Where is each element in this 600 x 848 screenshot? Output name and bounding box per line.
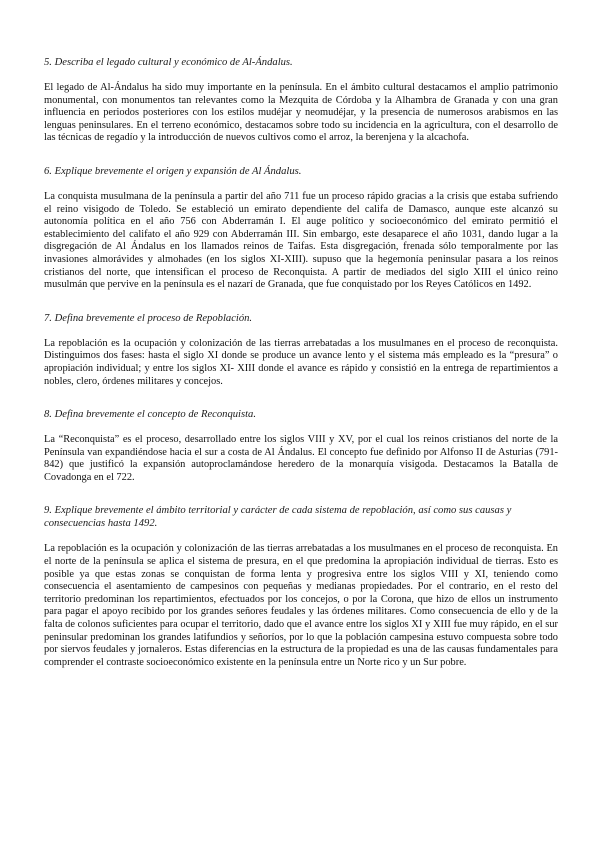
answer-paragraph: La “Reconquista” es el proceso, desarrollado entre los siglos VIII y XV, por el cual los reinos cristianos del norte de la Península van expandiéndose hacia el sur a costa de Al Ándalus. El concepto fue definido por Alfonso II de Asturias (791-842) que justificó la expansión autoproclamándose heredero de la monarquía visigoda. Destacamos la Batalla de Covadonga en el 722. bbox=[44, 434, 558, 483]
answer-paragraph: La conquista musulmana de la península a partir del año 711 fue un proceso rápido gracias a la crisis que estaba sufriendo el reino visigodo de Toledo. Se estableció un emirato dependiente del califa de Damasco, aunque este alcanzó su autonomía política en el año 756 con Abderramán I. El auge político y socioeconómico del emirato permitió el establecimiento del califato el año 929 con Abderramán III. Sin embargo, este desaparece el año 1031, dando lugar a la disgregación de Al Ándalus en los llamados reinos de Taifas. Esta disgregación, frenada sólo temporalmente por las invasiones almorávides y almohades (en los siglos XI-XIII). supuso que la hegemonía peninsular pasara a los reinos cristianos del norte, que intensifican el proceso de Reconquista. A partir de mediados del siglo XIII el único reino musulmán que pervive en la península es el nazarí de Granada, que fue conquistado por los Reyes Católicos en 1492. bbox=[44, 190, 558, 291]
question-heading: 6. Explique brevemente el origen y expansión de Al Ándalus. bbox=[44, 165, 302, 177]
section-6 bbox=[44, 165, 558, 292]
question-heading: 9. Explique brevemente el ámbito territorial y carácter de cada sistema de repoblación, así como sus causas y consecuencias hasta 1492. bbox=[44, 505, 512, 530]
question-heading: 8. Defina brevemente el concepto de Reconquista. bbox=[44, 409, 256, 421]
section-7 bbox=[44, 312, 558, 388]
question-heading: 7. Defina brevemente el proceso de Repoblación. bbox=[44, 312, 253, 324]
section-9 bbox=[44, 504, 558, 669]
document-content bbox=[44, 56, 558, 689]
section-8 bbox=[44, 408, 558, 484]
answer-paragraph: La repoblación es la ocupación y colonización de las tierras arrebatadas a los musulmanes en el proceso de reconquista. Distinguimos dos fases: hasta el siglo XI donde se produce un avance lento y el sistema más empleado es la “presura” o apropiación individual; y entre los siglos XI- XIII donde el avance es rápido y consistió en la entrega de repartimientos a nobles, clero, órdenes militares y concejos. bbox=[44, 337, 558, 387]
section-5 bbox=[44, 56, 558, 145]
answer-paragraph: La repoblación es la ocupación y colonización de las tierras arrebatadas a los musulmanes en el proceso de reconquista. En el norte de la península se aplica el sistema de presura, en el que predomina la apropiación individual de tierras. Esto es posible ya que estas zonas se conquistan de forma lenta y progresiva entre los siglos VIII y XI, teniendo como consecuencia el asentamiento de campesinos con pequeñas y medianas propiedades. Por el contrario, en el resto del territorio predominan los repartimientos, efectuados por los concejos, o por la Corona, que hizo de ellos un instrumento para pagar el apoyo recibido por los grandes señores feudales y las órdenes militares. Como consecuencia de ello y de la falta de colonos suficientes para ocupar el territorio, dado que el avance entre los siglos XI y XIII fue muy rápido, en el sur peninsular predominan los grandes latifundios y señoríos, por lo que la población campesina estuvo compuesta sobre todo por siervos feudales y jornaleros. Estas diferencias en la estructura de la propiedad es una de las causas fundamentales para comprender el contraste socioeconómico existente en la península entre un Norte rico y un Sur pobre. bbox=[44, 543, 558, 668]
answer-paragraph: El legado de Al-Ándalus ha sido muy importante en la península. En el ámbito cultural destacamos el amplio patrimonio monumental, con monumentos tan relevantes como la Mezquita de Córdoba y la Alhambra de Granada y con una gran influencia en periodos posteriores con los estilos mudéjar y neomudéjar, y la presencia de numerosos arabismos en las lenguas peninsulares. En el terreno económico, destacamos sobre todo su incidencia en la agricultura, con el desarrollo de las técnicas de regadío y la introducción de nuevos cultivos como el arroz, la berenjena y la alcachofa. bbox=[44, 82, 558, 144]
question-heading: 5. Describa el legado cultural y económico de Al-Ándalus. bbox=[44, 57, 293, 68]
